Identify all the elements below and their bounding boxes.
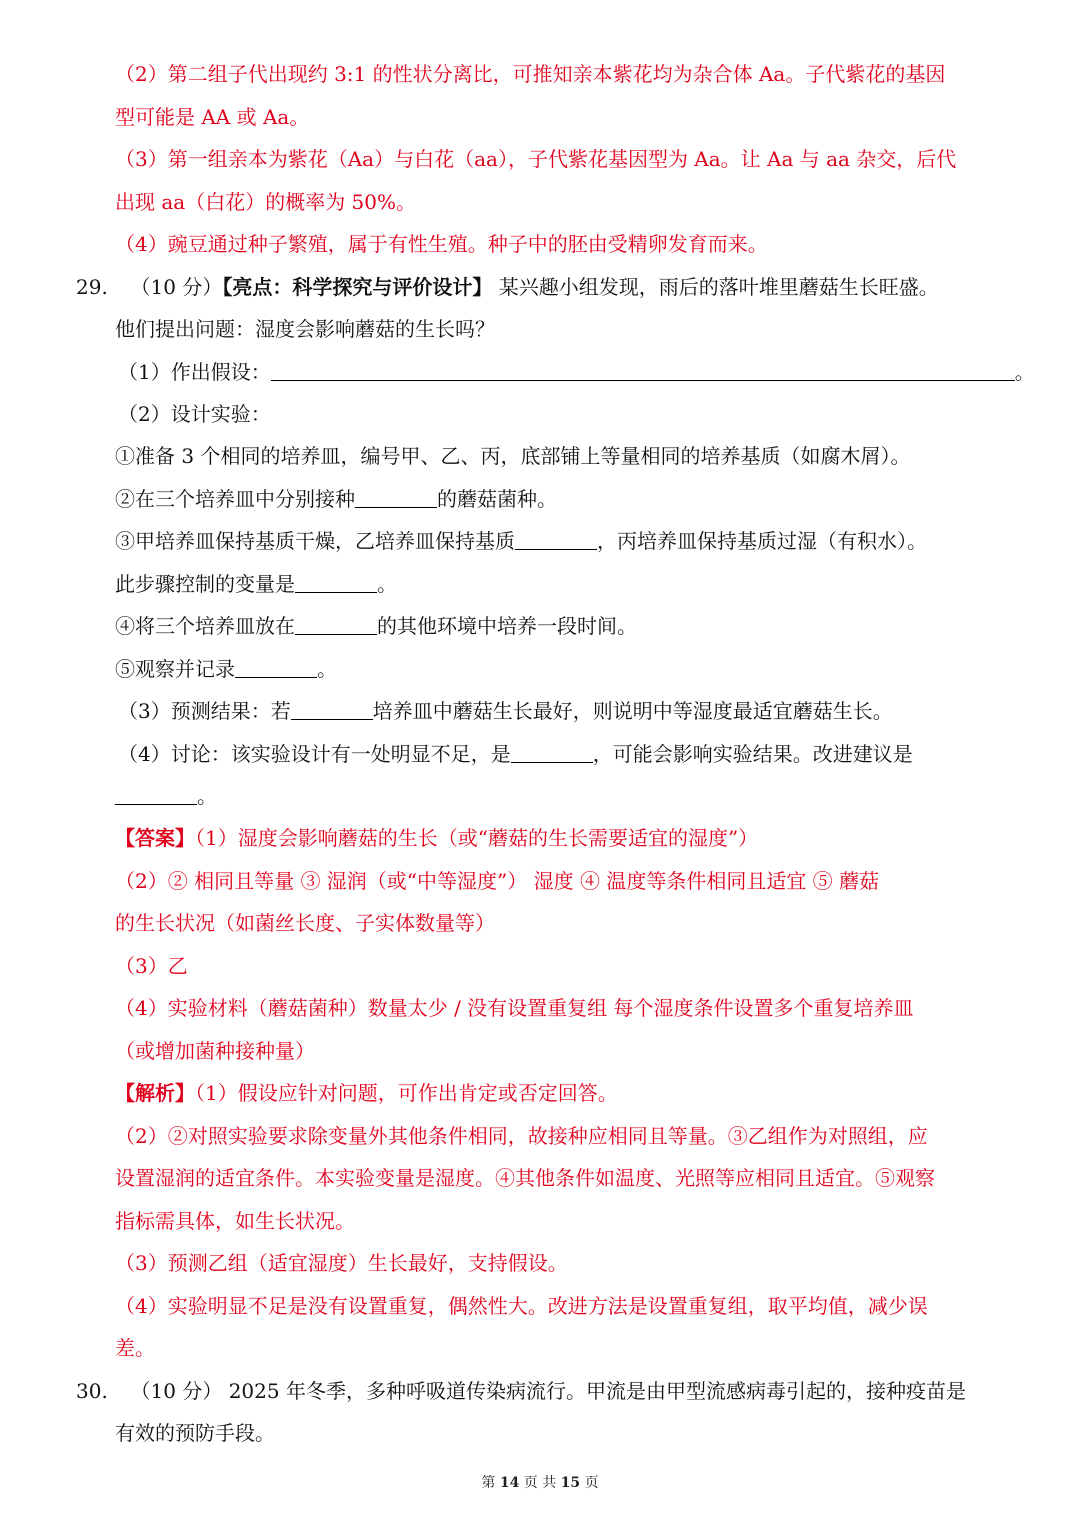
q29-analysis-4-line2: 差。 — [115, 1336, 155, 1360]
q29-score: （10 分） — [130, 275, 223, 299]
q29-part4-a: （4）讨论：该实验设计有一处明显不足，是 — [118, 742, 511, 766]
suggestion-blank[interactable] — [115, 784, 197, 805]
hypothesis-blank[interactable] — [271, 360, 1015, 381]
q29-answer-1 — [115, 823, 758, 853]
q29-analysis-2-line2: 设置湿润的适宜条件。本实验变量是湿度。④其他条件如温度、光照等应相同且适宜。⑤观察 — [115, 1166, 935, 1190]
page-footer — [0, 1472, 1080, 1494]
q29-stem-a: 某兴趣小组发现，雨后的落叶堆里蘑菇生长旺盛。 — [498, 275, 939, 299]
footer-post: 页 — [584, 1475, 599, 1491]
footer-total-pages: 15 — [560, 1475, 581, 1491]
footer-mid: 页 共 — [523, 1475, 557, 1491]
q29-part1 — [118, 357, 1035, 387]
q29-step4-b: 的其他环境中培养一段时间。 — [377, 614, 637, 638]
q29-step5-a: ⑤观察并记录 — [115, 657, 235, 681]
q30-stem-b: 有效的预防手段。 — [115, 1421, 275, 1445]
q29-answer-2-line2: 的生长状况（如菌丝长度、子实体数量等） — [115, 911, 495, 935]
q29-part1-end: 。 — [1014, 360, 1035, 384]
q29-step5-b: 。 — [317, 657, 337, 681]
footer-page-number: 14 — [499, 1475, 520, 1491]
q29-step3 — [115, 526, 927, 556]
q29-part4-b: ，可能会影响实验结果。改进建议是 — [592, 742, 913, 766]
answer-1-text: （1）湿度会影响蘑菇的生长（或“蘑菇的生长需要适宜的湿度”） — [195, 826, 759, 850]
q29-step3-variable — [115, 569, 397, 599]
q29-part1-label: （1）作出假设： — [118, 360, 271, 384]
q29-step4-a: ④将三个培养皿放在 — [115, 614, 295, 638]
q29-part3-b: 培养皿中蘑菇生长最好，则说明中等湿度最适宜蘑菇生长。 — [372, 699, 893, 723]
q29-answer-2-line1: （2）② 相同且等量 ③ 湿润（或“中等湿度”） 湿度 ④ 温度等条件相同且适宜 ⑤ 蘑菇 — [115, 869, 880, 893]
q29-step2-b: 的蘑菇菌种。 — [437, 487, 557, 511]
q29-step3-c: 此步骤控制的变量是 — [115, 572, 295, 596]
q29-stem-b: 他们提出问题：湿度会影响蘑菇的生长吗？ — [115, 317, 495, 341]
q29-part4 — [118, 739, 913, 769]
step2-blank[interactable] — [355, 487, 437, 508]
q29-analysis-2-line1: （2）②对照实验要求除变量外其他条件相同，故接种应相同且等量。③乙组作为对照组，应 — [115, 1124, 928, 1148]
q29-part3-a: （3）预测结果：若 — [118, 699, 291, 723]
q29-step3-a: ③甲培养皿保持基质干燥，乙培养皿保持基质 — [115, 529, 515, 553]
q29-analysis-1 — [115, 1078, 618, 1108]
q29-part4-c: 。 — [197, 784, 217, 808]
prev-answer-q2-line1: （2）第二组子代出现约 3:1 的性状分离比，可推知亲本紫花均为杂合体 Aa。子代紫花的基因 — [115, 62, 946, 86]
q29-analysis-3: （3）预测乙组（适宜湿度）生长最好，支持假设。 — [115, 1251, 568, 1275]
prev-answer-q3-line1: （3）第一组亲本为紫花（Aa）与白花（aa），子代紫花基因型为 Aa。让 Aa 与 aa 杂交，后代 — [115, 147, 957, 171]
q30-number: 30. — [76, 1379, 108, 1403]
analysis-tag: 【解析】 — [115, 1081, 195, 1105]
result-blank[interactable] — [291, 699, 373, 720]
step5-blank[interactable] — [235, 657, 317, 678]
footer-pre: 第 — [481, 1475, 496, 1491]
q29-step5 — [115, 654, 337, 684]
q30-stem-a: 2025 年冬季，多种呼吸道传染病流行。甲流是由甲型流感病毒引起的，接种疫苗是 — [228, 1379, 966, 1403]
q29-part4-cont — [115, 781, 217, 811]
q29-step2-a: ②在三个培养皿中分别接种 — [115, 487, 355, 511]
q29-step3-d: 。 — [377, 572, 397, 596]
q29-step1: ①准备 3 个相同的培养皿，编号甲、乙、丙，底部铺上等量相同的培养基质（如腐木屑）。 — [115, 444, 911, 468]
q29-analysis-2-line3: 指标需具体，如生长状况。 — [115, 1209, 355, 1233]
prev-answer-q3-line2: 出现 aa（白花）的概率为 50%。 — [115, 190, 417, 214]
q29-step4 — [115, 611, 637, 641]
analysis-1-text: （1）假设应针对问题，可作出肯定或否定回答。 — [195, 1081, 618, 1105]
q29-answer-4-line2: （或增加菌种接种量） — [115, 1039, 315, 1063]
q29-answer-4-line1: （4）实验材料（蘑菇菌种）数量太少 / 没有设置重复组 每个湿度条件设置多个重复培养皿 — [115, 996, 914, 1020]
deficiency-blank[interactable] — [511, 742, 593, 763]
step4-blank[interactable] — [295, 614, 377, 635]
q29-answer-3: （3）乙 — [115, 954, 188, 978]
q29-tag: 【亮点：科学探究与评价设计】 — [222, 275, 493, 299]
prev-answer-q2-line2: 型可能是 AA 或 Aa。 — [115, 105, 310, 129]
q29-step3-b: ，丙培养皿保持基质过湿（有积水）。 — [597, 529, 927, 553]
q29-step2 — [115, 484, 557, 514]
variable-blank[interactable] — [295, 572, 377, 593]
step3-blank[interactable] — [515, 529, 597, 550]
q30-score: （10 分） — [130, 1379, 223, 1403]
q29-part2-label: （2）设计实验： — [118, 402, 271, 426]
q30-header — [76, 1376, 966, 1406]
q29-header — [76, 272, 939, 302]
q29-analysis-4-line1: （4）实验明显不足是没有设置重复，偶然性大。改进方法是设置重复组，取平均值，减少误 — [115, 1294, 928, 1318]
q29-part3 — [118, 696, 893, 726]
q29-number: 29. — [76, 275, 108, 299]
prev-answer-q4-line1: （4）豌豆通过种子繁殖，属于有性生殖。种子中的胚由受精卵发育而来。 — [115, 232, 768, 256]
answer-tag: 【答案】 — [115, 826, 195, 850]
